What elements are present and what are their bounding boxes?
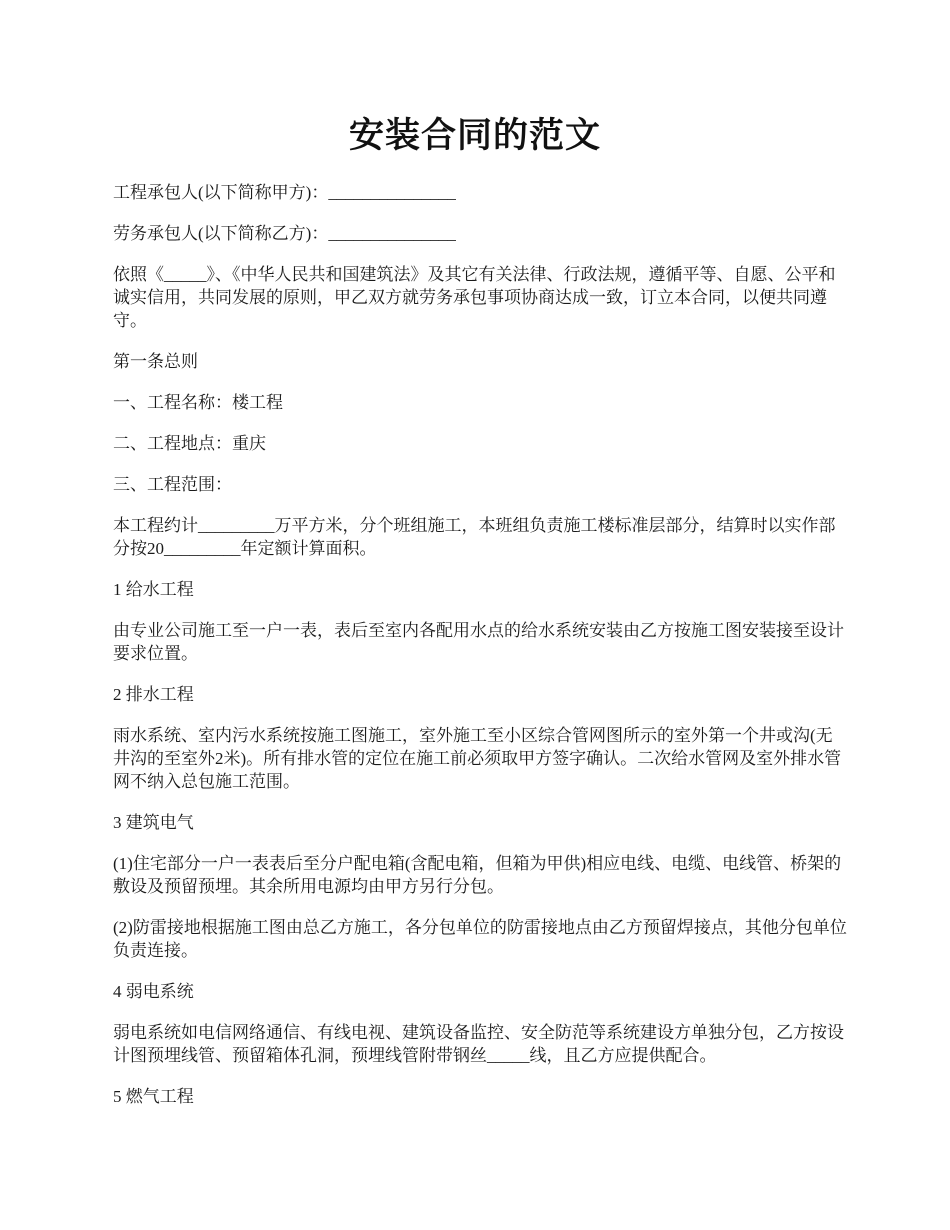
paragraph-electrical-1: (1)住宅部分一户一表表后至分户配电箱(含配电箱，但箱为甲供)相应电线、电缆、电线管、桥架的敷设及预留预埋。其余所用电源均由甲方另行分包。 xyxy=(113,854,842,896)
paragraph-project-area: 本工程约计_________万平方米，分个班组施工，本班组负责施工楼标准层部分，结算时以实作部分按20_________年定额计算面积。 xyxy=(113,516,836,558)
paragraph-project-name: 一、工程名称：楼工程 xyxy=(113,393,283,412)
paragraph-drainage: 雨水系统、室内污水系统按施工图施工，室外施工至小区综合管网图所示的室外第一个井或沟(无井沟的至室外2米)。所有排水管的定位在施工前必须取甲方签字确认。二次给水管网及室外排水管网不纳入总包施工范围。 xyxy=(113,726,842,791)
paragraph-preamble: 依照《_____》、《中华人民共和国建筑法》及其它有关法律、行政法规，遵循平等、自愿、公平和诚实信用，共同发展的原则，甲乙双方就劳务承包事项协商达成一致，订立本合同，以便共同遵守。 xyxy=(113,265,836,330)
paragraph-party-b: 劳务承包人(以下简称乙方)：_______________ xyxy=(113,224,456,243)
paragraph-party-a: 工程承包人(以下简称甲方)：_______________ xyxy=(113,183,456,202)
paragraph-low-voltage: 弱电系统如电信网络通信、有线电视、建筑设备监控、安全防范等系统建设方单独分包，乙方按设计图预埋线管、预留箱体孔洞，预埋线管附带钢丝_____线，且乙方应提供配合。 xyxy=(113,1023,844,1065)
heading-water-supply: 1 给水工程 xyxy=(113,580,194,599)
heading-gas: 5 燃气工程 xyxy=(113,1087,194,1106)
paragraph-project-scope: 三、工程范围： xyxy=(113,475,232,494)
paragraph-water-supply: 由专业公司施工至一户一表，表后至室内各配用水点的给水系统安装由乙方按施工图安装接至设计要求位置。 xyxy=(113,621,844,663)
heading-low-voltage: 4 弱电系统 xyxy=(113,982,194,1001)
paragraph-electrical-2: (2)防雷接地根据施工图由总乙方施工，各分包单位的防雷接地点由乙方预留焊接点，其他分包单位负责连接。 xyxy=(113,918,847,960)
heading-electrical: 3 建筑电气 xyxy=(113,813,194,832)
heading-drainage: 2 排水工程 xyxy=(113,685,194,704)
heading-article-1: 第一条总则 xyxy=(113,352,198,371)
paragraph-project-location: 二、工程地点：重庆 xyxy=(113,434,266,453)
document-body xyxy=(113,181,848,1126)
document-title: 安装合同的范文 xyxy=(348,116,601,155)
